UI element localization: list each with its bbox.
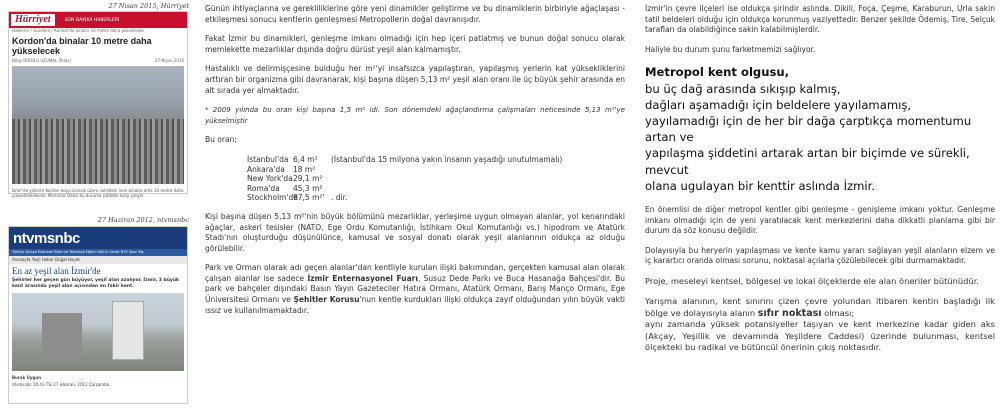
ntv-byline: Burak Uygun — [12, 375, 42, 380]
hurriyet-tag: SON DAKİKA HABERLERİ — [64, 17, 120, 23]
clip-date-ntv: 27 Haziran 2012, ntvmsnbc — [97, 216, 189, 224]
ntv-breadcrumb: Anasayfa Yeşil Haber Doğal Hayat — [9, 256, 187, 264]
city-cell: Stockholm'de — [247, 193, 298, 203]
table-row — [247, 165, 625, 175]
hurriyet-breadcrumb: Haberler / Gündem / Kordon'da binalar 10 metre daha yükselecek — [12, 28, 144, 33]
p6-text: olması; — [821, 307, 855, 318]
martyrs-grove-highlight: Şehitler Korusu — [293, 295, 360, 305]
p5-text: Park ve Orman olarak adı geçen alanlar'dan kentliyle kurulan ilişki bakımından, gerçekten kamusal alan olarak çalışan alanlar ise sadece — [205, 263, 625, 283]
center-intro: Bu oran; — [205, 135, 237, 145]
hurriyet-author: Nilay BOLULU UZUMAL (İhlas) — [12, 58, 72, 63]
clippings-column — [0, 0, 195, 410]
ntv-lead: Şehirler her geçen gün büyüyor, yeşil alan azalıyor. İzmir, 3 büyük kent arasında yeşil alan açısından en fakir kent. — [12, 278, 180, 289]
center-paragraph-3: Hastalıklı ve delirmişçesine bulduğu her m²'yi insafsızca yapılaştıran, yapılaşmış yerlerin kat yüksekliklerini arttıran bir organizma gibi davranarak, kişi başına düşen 5,13 m² yeşil alan oranı ile üç büyük şehir arasında en alt sırada yer almaktadır. — [205, 64, 625, 95]
statement-block — [645, 64, 995, 194]
right-paragraph-4: Dolayısıyla bu heryerin yapılaşması ve kente kamu yararı sağlayan yeşil alanların elzem ve iç karartıcı oranda olması sorunu, noktasal açılarla çözülebilecek gibi durmamaktadır. — [645, 245, 995, 266]
statement-line: bu üç dağ arasında sıkışıp kalmış, — [645, 81, 841, 96]
ntv-masthead — [9, 227, 187, 249]
ntv-byline-meta: ntvmsnbc 10:43 TSI 27 Haziran. 2012 Çarşamba — [12, 382, 110, 387]
right-paragraph-3: En önemlisi de diğer metropol kentler gibi genleşme - genişleme imkanı yoktur. Genleşme imkanı olmadığı için de yeni yaratılacak kent merkezlerini daha dikkatli planlama gibi bir durum da söz konusu değildir. — [645, 205, 995, 236]
hurriyet-caption: İzmir'de yıllardır Kordon boyu süresiz üzere sahildeki inen binalar artık 10 metre daha yükseltilebilecek. Mimarlar Odası bu duruma şiddetle karşı çıkıyor. — [12, 188, 184, 198]
city-cell: Ankara'da — [247, 164, 285, 174]
city-cell: New York'da — [247, 174, 293, 184]
center-paragraph-2: Fakat İzmir bu dinamikleri, genleşme imkanı olmadığı için hep içeri patlatmış ve bunun doğal sonucu olarak memlekette mezarlıklar dışında doğru dürüst yeşil alan kalmamıştır. — [205, 34, 625, 54]
hurriyet-meta-date: 27 Nisan 2015 — [155, 58, 184, 63]
value-cell: 45,3 m² — [293, 183, 323, 193]
clip-date-hurriyet: 27 Nisan 2015, Hürriyet — [108, 2, 189, 10]
value-cell: 6,4 m² — [293, 154, 318, 164]
hurriyet-masthead — [9, 12, 187, 28]
right-paragraph-1: İzmir'in çevre ilçeleri ise oldukça şirindir aslında. Dikili, Foça, Çeşme, Karaburun, Urla sakin tatil beldeleri olduğu için oldukça korunmuş vaziyettedir. Benzer şekilde Ödemiş, Tire, Selçuk tarafları da olabildiğince sakin kalabilmişlerdir. — [645, 4, 995, 35]
hurriyet-logo: Hürriyet — [11, 14, 55, 26]
ntv-nav: Türkiye Dünya Ekonomi Bilim ve Teknoloji Eğitim Kültür Sanat NTV Spor Yaş — [9, 249, 187, 256]
p5-text: , Susuz Dede Parkı ve Buca Hasanağa Bahçesi'dir. Bu park ve bahçeler dışındaki Basın Yayın Gazeteciler Hatıra Ormanı, Atatürk Ormanı, Barış Manço Ormanı, Ege Üniversitesi Ormanı ve — [205, 273, 625, 305]
value-cell: 29,1 m² — [293, 174, 323, 184]
ntv-logo: ntvmsnbc — [13, 229, 80, 247]
table-row — [247, 193, 625, 203]
statement-line: dağları aşamadığı için beldelere yayılamamış, — [645, 97, 912, 112]
hurriyet-headline: Kordon'da binalar 10 metre daha yükselecek — [12, 36, 152, 56]
center-paragraph-4: Kişi başına düşen 5,13 m²'nin büyük bölümünü mezarlıklar, yerleşime uygun olmayan alanlar, yol kenarındaki ağaçlar, askeri tesisler (NATO, Ege Ordu Komutanlığı, İstihkam Okul Komutanlığı vs.) hipodrom ve Atatürk Stadı'nın oluşturduğu düşünülünce, kamusal ve sosyal donatı olarak yeşil alanlarının oldukça az olduğu görülebilir. — [205, 211, 625, 253]
table-row — [247, 174, 625, 184]
city-cell: İstanbul'da — [247, 154, 289, 164]
table-row — [247, 155, 625, 165]
hurriyet-photo — [12, 66, 184, 184]
statement-line: yayılamadığı için de her bir dağa çarptıkça momentumu artan ve — [645, 113, 972, 145]
statement-line: Metropol kent olgusu, — [645, 65, 790, 80]
table-row — [247, 184, 625, 194]
zero-point-highlight: sıfır noktası — [757, 307, 822, 319]
statement-line: olana ugulayan bir kenttir aslında İzmir. — [645, 178, 876, 193]
right-paragraph-6 — [645, 296, 995, 354]
note-cell: . dir. — [331, 193, 348, 203]
fair-highlight: İzmir Enternasyonel Fuarı — [307, 273, 418, 283]
center-footnote: * 2009 yılında bu oran kişi başına 1,5 m² idi. Son dönemdeki ağaçlandırma çalışmaları neticesinde 5,13 m²'ye yükselmiştir — [205, 106, 625, 125]
p7-text: aynı zamanda yüksek potansiyeller taşıyan ve kent merkezine kadar giden aks (Akçay, Yeşillik ve devamında Yeşildere Caddesi) üzerinde bulunması, kentsel ölçekteki bu radikal ve bütüncül önerinin çıkış noktasıdır. — [645, 319, 995, 353]
right-column — [645, 4, 995, 363]
ntv-photo — [12, 293, 184, 371]
center-paragraph-1: Günün ihtiyaçlarına ve gerekliliklerine göre yeni dinamikler geliştirme ve bu dinamiklerin birbiriyle ağaçlaşası - etkileşmesi sonucu kentlerin genleşmesi Metropollerin doğal davranışıdır. — [205, 4, 625, 24]
statement-line: yapılaşma şiddetini artarak artan bir biçimde ve sürekli, mevcut — [645, 146, 970, 177]
value-cell: 87,5 m²' — [293, 193, 325, 203]
center-paragraph-5 — [205, 263, 625, 316]
hurriyet-meta — [9, 58, 187, 64]
city-cell: Roma'da — [247, 183, 280, 193]
ntvmsnbc-clipping — [8, 226, 188, 404]
p5-text: 'nun kentle kurdukları ilişki oldukça zayıf olduğundan yılın büyük vakti ıssız ve kullanılmamaktadır. — [205, 295, 626, 315]
center-column — [205, 4, 625, 325]
p6-text: Yarışma alanının, kent sınırını çizen çevre yolundan itibaren kentin başladığı ilk bölge ve dolayısıyla alanın — [645, 296, 995, 318]
hurriyet-clipping — [8, 11, 188, 198]
right-paragraph-2: Haliyle bu durum şunu farketmemizi sağlıyor. — [645, 44, 816, 54]
ntv-headline: En az yeşil alan İzmir'de — [12, 266, 101, 276]
note-cell: (İstanbul'da 15 milyona yakın insanın yaşadığı unutulmamalı) — [331, 154, 563, 164]
right-paragraph-5: Proje, meseleyi kentsel, bölgesel ve lokal ölçeklerde ele alan öneriler bütünüdür. — [645, 275, 979, 286]
value-cell: 18 m² — [293, 164, 316, 174]
green-area-table — [247, 155, 625, 203]
